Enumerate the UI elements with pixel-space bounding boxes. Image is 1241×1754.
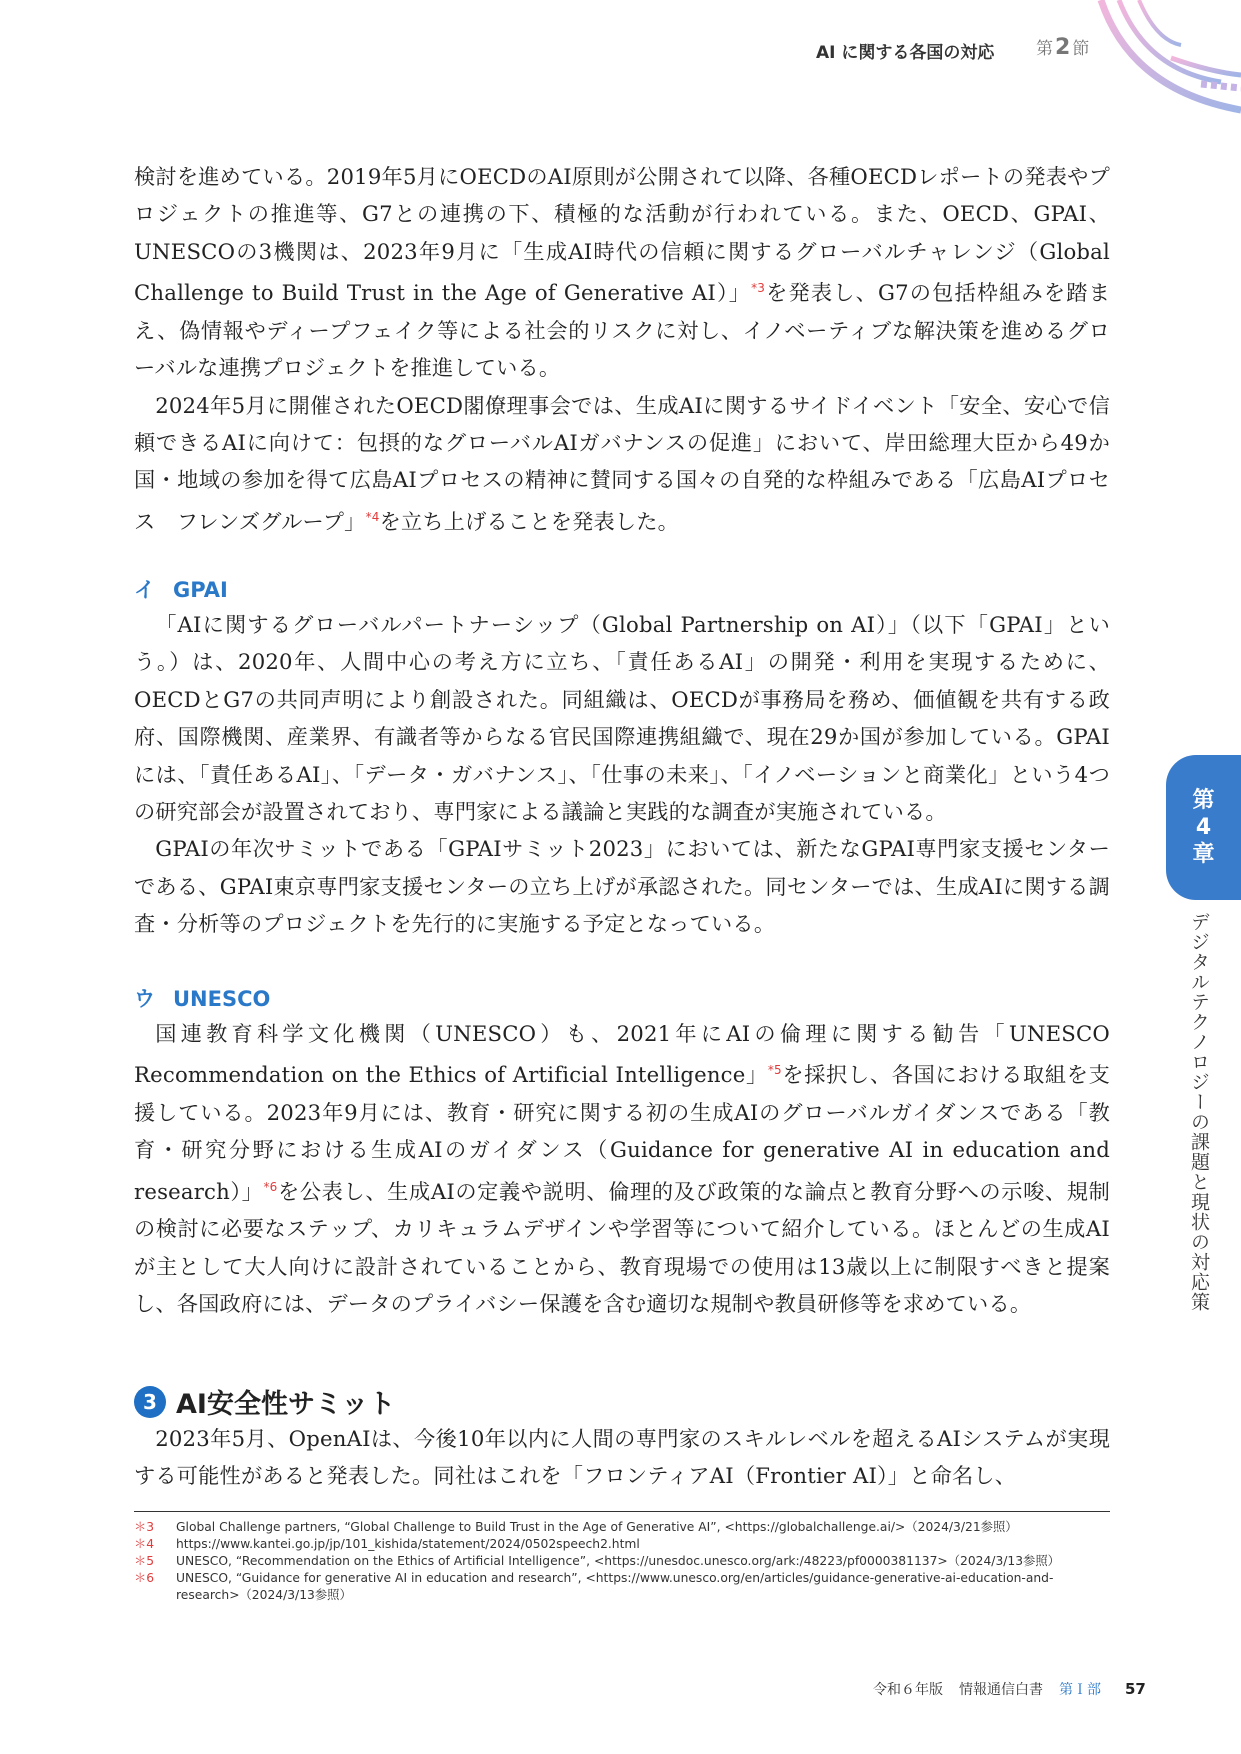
footnote-4: ＊4 https://www.kantei.go.jp/jp/101_kishida/statement/2024/0502speech2.html [134, 1537, 640, 1551]
page-footer [873, 1679, 1146, 1699]
section3-text [134, 1420, 1110, 1495]
gpai-text [134, 606, 1110, 943]
unesco-text [134, 1015, 1110, 1322]
section3-paragraph: 2023年5月、OpenAIは、今後10年以内に人間の専門家のスキルレベルを超えるAIシステムが実現する可能性があると発表した。同社はこれを「フロンティアAI（Frontier AI）」と命名し、 [134, 1426, 1110, 1489]
section-title: AI安全性サミット [176, 1389, 396, 1420]
gpai-paragraph-2: GPAIの年次サミットである「GPAIサミット2023」においては、新たなGPAI専門家支援センターである、GPAI東京専門家支援センターの立ち上げが承認された。同センターでは、生成AIに関する調査・分析等のプロジェクトを先行的に実施する予定となっている。 [134, 836, 1110, 937]
unesco-paragraph: 国連教育科学文化機関（UNESCO）も、2021年にAIの倫理に関する勧告「UNESCO Recommendation on the Ethics of Artificial Intelligence」$^{*5}$を採択し、各国における取組を支援している。2023年9月には、教育・研究に関する初の生成AIのグローバルガイダンスである「教育・研究分野における生成AIのガイダンス（Guidance for generative AI in education and research）」$^{*6}$を公表し、生成AIの定義や説明、倫理的及び政策的な論点と教育分野への示唆、規制の検討に必要なステップ、カリキュラムデザインや学習等について紹介している。ほとんどの生成AIが主として大人向けに設計されていることから、教育現場での使用は13歳以上に制限すべきと提案し、各国政府には、データのプライバシー保護を含む適切な規制や教員研修等を求めている。 [134, 1021, 1110, 1316]
subheading-mark: イ [134, 578, 155, 602]
intro-text [134, 158, 1110, 540]
subheading-title: GPAI [173, 578, 228, 602]
subheading-title: UNESCO [173, 987, 271, 1011]
subheading-gpai [134, 574, 228, 604]
subheading-mark: ウ [134, 987, 155, 1011]
footnote-divider [134, 1511, 1110, 1512]
subheading-unesco [134, 983, 270, 1013]
footnote-5: ＊5 UNESCO, “Recommendation on the Ethics of Artificial Intelligence”, <https://unesdoc.unesco.org/ark:/48223/pf0000381137>（2024/3/13参照） [134, 1554, 1060, 1568]
decorative-arc-icon [1071, 0, 1241, 120]
footnote-3: ＊3 Global Challenge partners, “Global Challenge to Build Trust in the Age of Generative AI”, <https://globalchallenge.ai/>（2024/3/21参照） [134, 1520, 1018, 1534]
footnotes [134, 1519, 1114, 1604]
section-suffix: 節 [1072, 39, 1090, 59]
intro-paragraph-1: 検討を進めている。2019年5月にOECDのAI原則が公開されて以降、各種OECDレポートの発表やプロジェクトの推進等、G7との連携の下、積極的な活動が行われている。また、OECD、GPAI、UNESCOの3機関は、2023年9月に「生成AI時代の信頼に関するグローバルチャレンジ（Global Challenge to Build Trust in the Age of Generative AI）」$^{*3}$を発表し、G7の包括枠組みを踏まえ、偽情報やディープフェイク等による社会的リスクに対し、イノベーティブな解決策を進めるグローバルな連携プロジェクトを推進している。 [134, 164, 1110, 381]
gpai-paragraph-1: 「AIに関するグローバルパートナーシップ（Global Partnership on AI）」（以下「GPAI」という。）は、2020年、人間中心の考え方に立ち、「責任あるAI」の開発・利用を実現するために、OECDとG7の共同声明により創設された。同組織は、OECDが事務局を務め、価値観を共有する政府、国際機関、産業界、有識者等からなる官民国際連携組織で、現在29か国が参加している。GPAIには、「責任あるAI」、「データ・ガバナンス」、「仕事の未来」、「イノベーションと商業化」という4つの研究部会が設置されており、専門家による議論と実践的な調査が実施されている。 [134, 612, 1110, 825]
footer-title: 情報通信白書 [959, 1682, 1043, 1698]
running-header-title: AI に関する各国の対応 [816, 43, 995, 63]
footnote-6: ＊6 UNESCO, “Guidance for generative AI in education and research”, <https://www.unesco.org/en/articles/guidance-generative-ai-education-and-research>（2024/3/13参照） [134, 1571, 1054, 1602]
footnote-ref-3[interactable]: *3 [751, 281, 766, 296]
section-heading-3 [134, 1382, 395, 1421]
section-number: 2 [1055, 35, 1071, 60]
page-number: 57 [1125, 1680, 1146, 1698]
chapter-title-vertical: デジタルテクノロジーの課題と現状の対応策 [1188, 912, 1210, 1312]
footnote-ref-5[interactable]: *5 [767, 1063, 782, 1078]
section-prefix: 第 [1036, 39, 1053, 59]
footnote-ref-4[interactable]: *4 [365, 509, 380, 524]
chapter-tab[interactable]: 第 4 章 [1166, 755, 1241, 900]
section-number-badge: 3 [134, 1386, 166, 1418]
intro-paragraph-2: 2024年5月に開催されたOECD閣僚理事会では、生成AIに関するサイドイベント「安全、安心で信頼できるAIに向けて：包摂的なグローバルAIガバナンスの促進」において、岸田総理大臣から49か国・地域の参加を得て広島AIプロセスの精神に賛同する国々の自発的な枠組みである「広島AIプロセス フレンズグループ」$^{*4}$を立ち上げることを発表した。 [134, 392, 1110, 534]
footer-publication: 令和６年版 [873, 1682, 943, 1698]
footer-part: 第Ｉ部 [1059, 1682, 1101, 1698]
footnote-ref-6[interactable]: *6 [263, 1179, 278, 1194]
